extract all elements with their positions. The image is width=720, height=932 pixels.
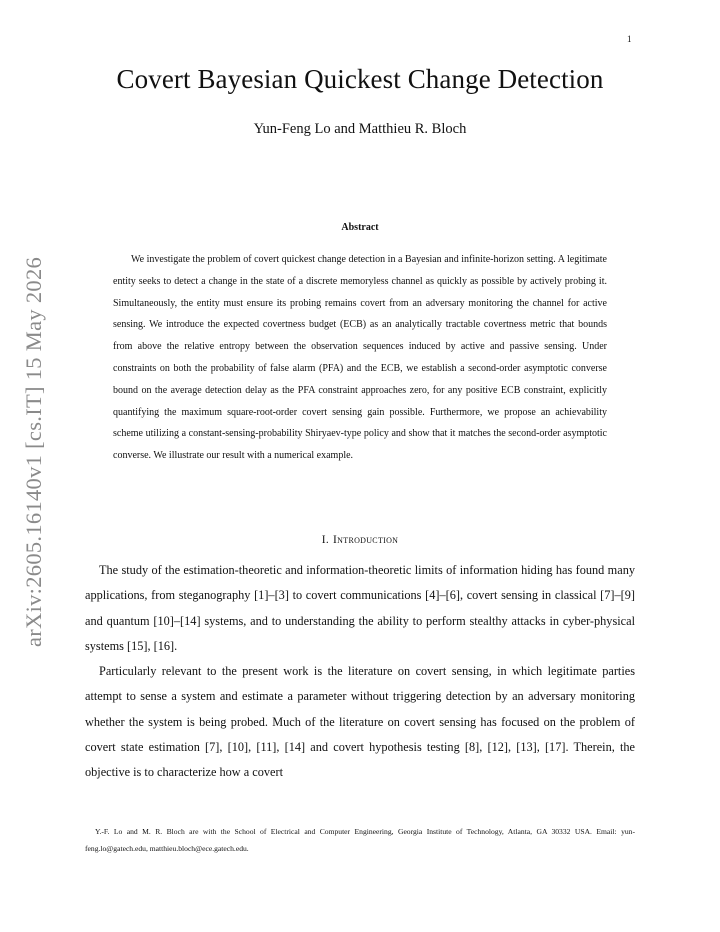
arxiv-identifier-stamp: arXiv:2605.16140v1 [cs.IT] 15 May 2026 [21, 256, 46, 648]
author-list: Yun-Feng Lo and Matthieu R. Bloch [253, 121, 467, 137]
section-number: I. [321, 534, 330, 546]
introduction-body [85, 558, 635, 786]
page-number: 1 [627, 34, 632, 44]
introduction-paragraph: The study of the estimation-theoretic and information-theoretic limits of information hiding has found many applications, from steganography [1]–[3] to covert communications [4]–[6], covert sensing in classical [7]–[9] and quantum [10]–[14] systems, and to understanding the ability to perform stealthy attacks in cyber-physical systems [15], [16]. [85, 563, 635, 653]
introduction-paragraph: Particularly relevant to the present work is the literature on covert sensing, in which legitimate parties attempt to sense a system and estimate a parameter without triggering detection by an adversary monitoring whether the system is being probed. Much of the literature on covert sensing has focused on the problem of covert state estimation [7], [10], [11], [14] and covert hypothesis testing [8], [12], [13], [17]. Therein, the objective is to characterize how a covert [85, 664, 635, 780]
section-heading [0, 534, 720, 546]
paper-title: Covert Bayesian Quickest Change Detection [116, 64, 604, 94]
author-affiliation-footnote: Y.-F. Lo and M. R. Bloch are with the School of Electrical and Computer Engineering, Georgia Institute of Technology, Atlanta, GA 30332 USA. Email: yun-feng.lo@gatech.edu, matthieu.bloch@ece.gatech.edu. [85, 827, 635, 853]
abstract-heading: Abstract [341, 222, 379, 233]
abstract-text: We investigate the problem of covert quickest change detection in a Bayesian and infinite-horizon setting. A legitimate entity seeks to detect a change in the state of a discrete memoryless channel as quickly as possible by actively probing it. Simultaneously, the entity must ensure its probing remains covert from an adversary monitoring the channel for active sensing. We introduce the expected covertness budget (ECB) as an analytically tractable covertness metric that bounds from above the relative entropy between the observation sequences induced by active and passive sensing. Under constraints on both the probability of false alarm (PFA) and the ECB, we establish a second-order asymptotic converse bound on the average detection delay as the PFA constraint approaches zero, for any positive ECB constraint, explicitly quantifying the maximum square-root-order covert sensing gain possible. Furthermore, we propose an achievability scheme utilizing a constant-sensing-probability Shiryaev-type policy and show that it matches the second-order asymptotic converse. We illustrate our result with a numerical example. [113, 254, 607, 462]
section-title: Introduction [333, 534, 399, 546]
